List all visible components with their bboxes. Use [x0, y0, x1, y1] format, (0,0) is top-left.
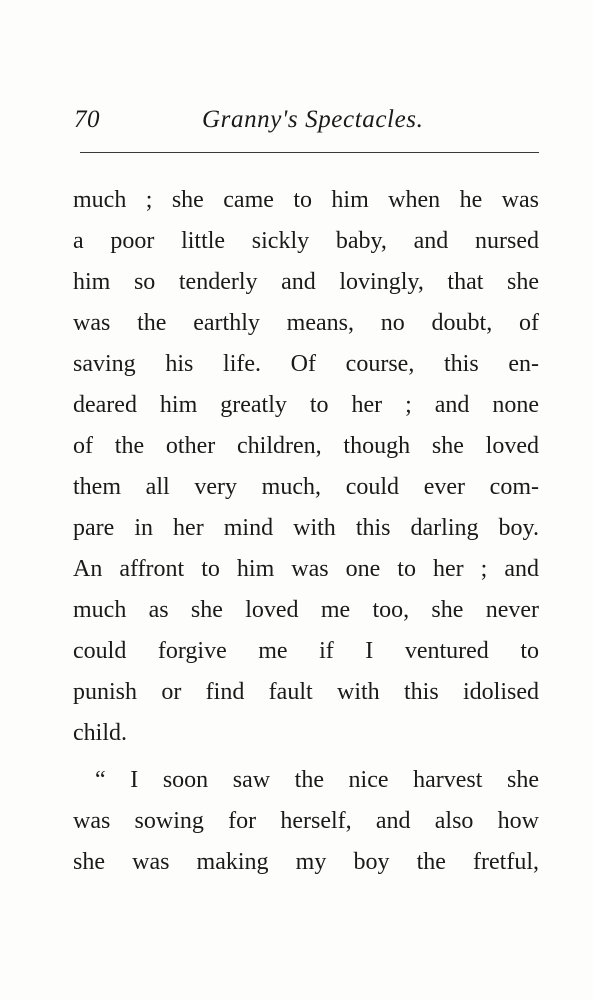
text-line: “ I soon saw the nice harvest she: [95, 767, 539, 793]
text-line: much as she loved me too, she never: [73, 597, 539, 623]
text-line: of the other children, though she loved: [73, 433, 539, 459]
text-line: a poor little sickly baby, and nursed: [73, 228, 539, 254]
text-line: she was making my boy the fretful,: [73, 849, 539, 875]
running-title: Granny's Spectacles.: [202, 106, 424, 133]
text-line: much ; she came to him when he was: [73, 187, 539, 213]
text-line: punish or find fault with this idolised: [73, 679, 539, 705]
header-rule: [80, 152, 539, 153]
page-number: 70: [74, 106, 100, 133]
text-line: could forgive me if I ventured to: [73, 638, 539, 664]
text-line: An affront to him was one to her ; and: [73, 556, 539, 582]
text-line: pare in her mind with this darling boy.: [73, 515, 539, 541]
page-header: [74, 106, 540, 142]
text-line: them all very much, could ever com-: [73, 474, 539, 500]
text-line: deared him greatly to her ; and none: [73, 392, 539, 418]
body-text: [73, 180, 539, 883]
text-line: child.: [73, 720, 127, 746]
text-line: was the earthly means, no doubt, of: [73, 310, 539, 336]
paragraph-2: [73, 760, 539, 883]
text-line: saving his life. Of course, this en-: [73, 351, 539, 377]
text-line: him so tenderly and lovingly, that she: [73, 269, 539, 295]
text-line: was sowing for herself, and also how: [73, 808, 539, 834]
paragraph-1: [73, 180, 539, 754]
